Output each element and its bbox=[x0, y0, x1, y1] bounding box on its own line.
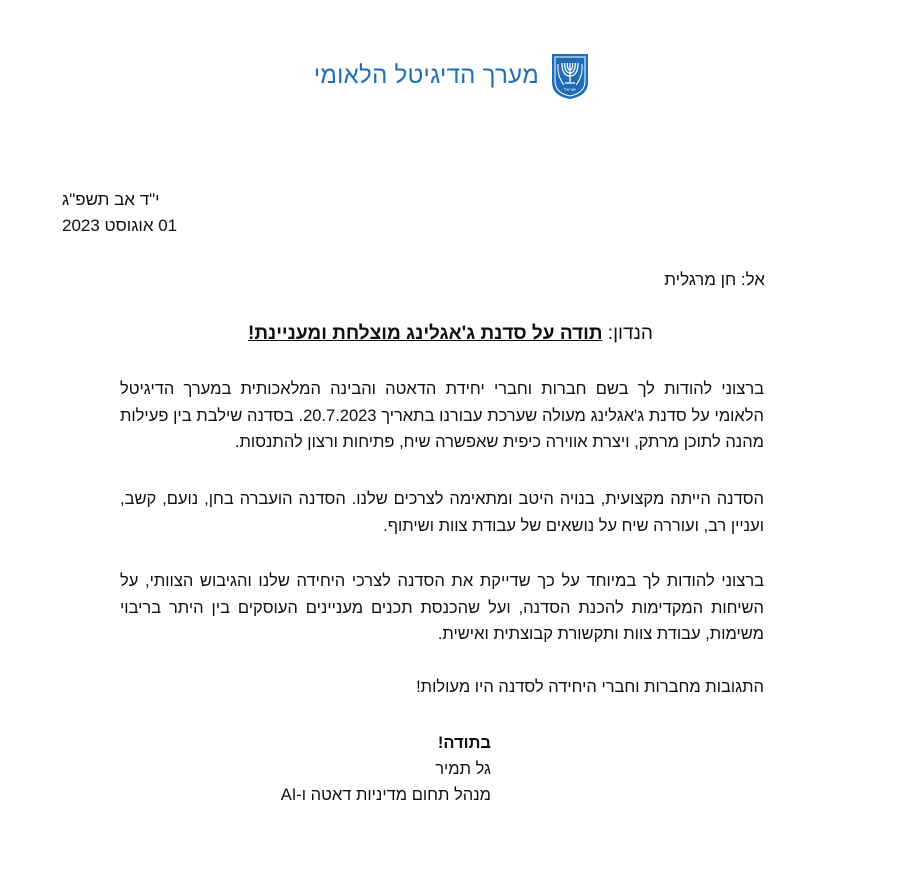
subject-line bbox=[0, 323, 901, 345]
gregorian-date: 01 אוגוסט 2023 bbox=[62, 216, 178, 235]
recipient-line: אל: חן מרגלית bbox=[664, 270, 765, 289]
subject-label: הנדון: bbox=[602, 323, 653, 344]
body-paragraph: התגובות מחברות וחברי היחידה לסדנה היו מעולות! bbox=[416, 678, 764, 696]
state-emblem-icon bbox=[550, 52, 590, 100]
body-paragraph: ברצוני להודות לך במיוחד על כך שדייקת את הסדנה לצרכי היחידה שלנו והגיבוש הצוותי, על השיחות המקדימות להכנת הסדנה, ועל שהכנסת תכנים מעניינים העוסקים בין היתר בריבוי משימות, עבודת צוות ותקשורת קבוצתית ואישית. bbox=[120, 572, 764, 643]
date-block bbox=[62, 187, 177, 239]
emblem-label: ישראל bbox=[563, 88, 577, 93]
body-paragraph: ברצוני להודות לך בשם חברות וחברי יחידת הדאטה והבינה המלאכותית במערך הדיגיטל הלאומי על סדנת ג'אגלינג מעולה שערכת עבורנו בתאריך 20.7.2023. בסדנה שילבת בין פעילות מהנה לתוכן מרתק, ויצרת אווירה כיפית שאפשרה שיח, פתיחות ורצון להתנסות. bbox=[120, 380, 764, 451]
organization-name: מערך הדיגיטל הלאומי bbox=[313, 62, 539, 89]
signer-name: גל תמיר bbox=[435, 760, 491, 778]
subject-text: תודה על סדנת ג'אגלינג מוצלחת ומעניינת! bbox=[248, 323, 603, 344]
hebrew-date: י"ד אב תשפ"ג bbox=[62, 190, 160, 209]
closing-line: בתודה! bbox=[437, 734, 491, 752]
letterhead bbox=[0, 52, 901, 102]
signer-title: מנהל תחום מדיניות דאטה ו-AI bbox=[280, 786, 491, 804]
signature-block bbox=[281, 730, 491, 808]
body-paragraph: הסדנה הייתה מקצועית, בנויה היטב ומתאימה לצרכים שלנו. הסדנה הועברה בחן, נועם, קשב, ועניין רב, ועוררה שיח על נושאים של עבודת צוות ושיתוף. bbox=[120, 490, 764, 535]
